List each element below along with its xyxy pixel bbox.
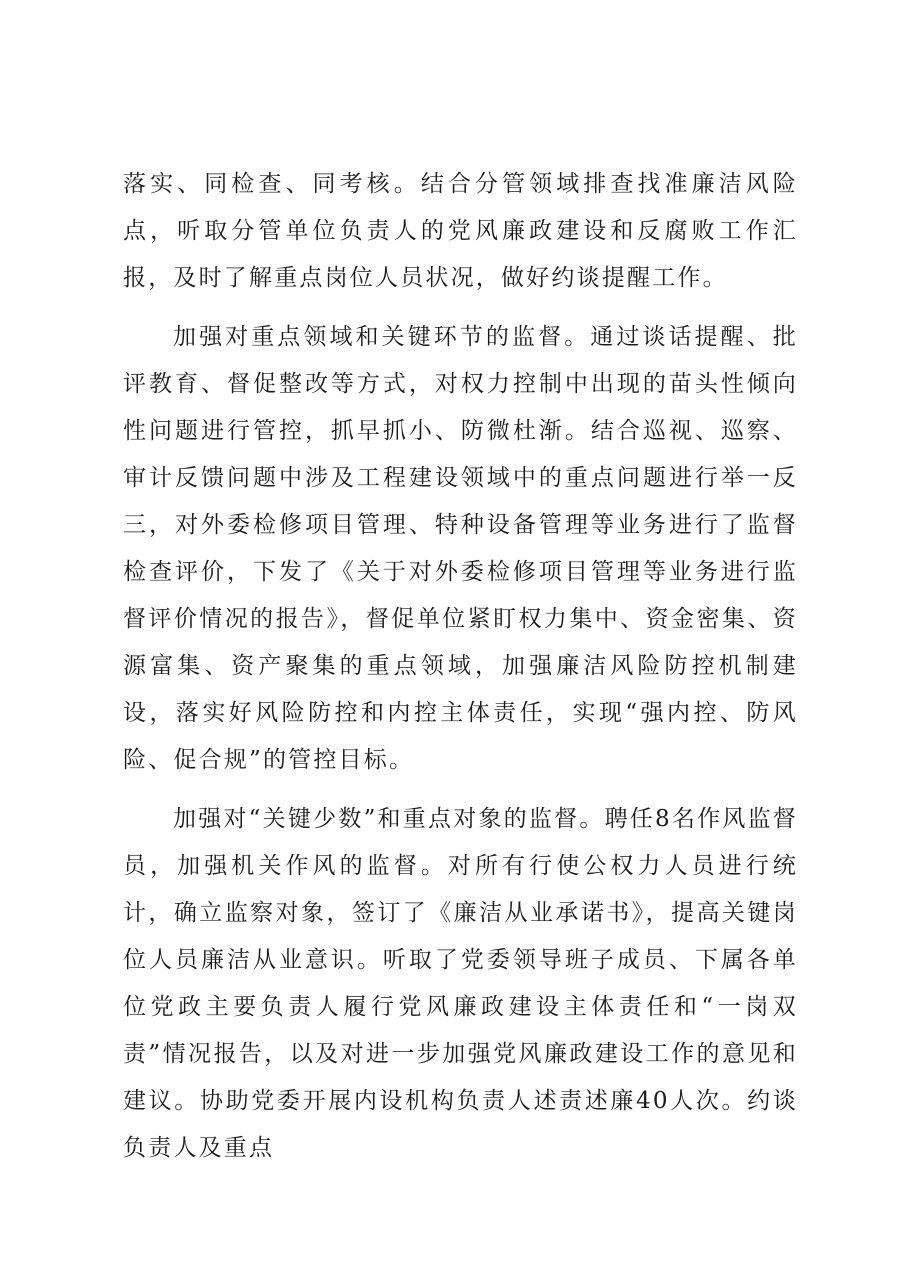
document-body: [123, 161, 798, 1184]
paragraph-continuation: 落实、同检查、同考核。结合分管领域排查找准廉洁风险点，听取分管单位负责人的党风廉政建设和反腐败工作汇报，及时了解重点岗位人员状况，做好约谈提醒工作。: [123, 171, 798, 291]
paragraph-key-areas-supervision: 加强对重点领域和关键环节的监督。通过谈话提醒、批评教育、督促整改等方式，对权力控制中出现的苗头性倾向性问题进行管控，抓早抓小、防微杜渐。结合巡视、巡察、审计反馈问题中涉及工程建设领域中的重点问题进行举一反三，对外委检修项目管理、特种设备管理等业务进行了监督检查评价，下发了《关于对外委检修项目管理等业务进行监督评价情况的报告》，督促单位紧盯权力集中、资金密集、资源富集、资产聚集的重点领域，加强廉洁风险防控机制建设，落实好风险防控和内控主体责任，实现“强内控、防风险、促合规”的管控目标。: [123, 324, 798, 773]
paragraph-key-minority-supervision: 加强对“关键少数”和重点对象的监督。聘任8名作风监督员，加强机关作风的监督。对所有行使公权力人员进行统计，确立监察对象，签订了《廉洁从业承诺书》，提高关键岗位人员廉洁从业意识。听取了党委领导班子成员、下属各单位党政主要负责人履行党风廉政建设主体责任和“一岗双责”情况报告，以及对进一步加强党风廉政建设工作的意见和建议。协助党委开展内设机构负责人述责述廉40人次。约谈负责人及重点: [123, 806, 798, 1161]
